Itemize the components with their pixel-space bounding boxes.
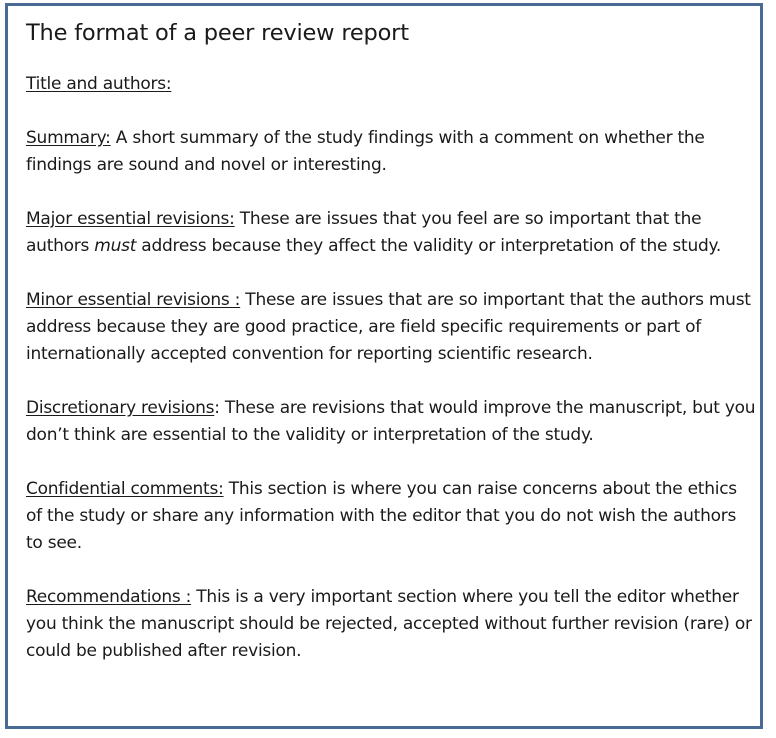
section-summary: [26, 125, 756, 179]
section-heading: Confidential comments:: [26, 479, 224, 499]
section-major-revisions: [26, 206, 756, 260]
section-heading: Discretionary revisions: [26, 398, 215, 418]
report-format-box: [5, 3, 763, 729]
section-recommendations: [26, 584, 756, 665]
section-title-and-authors: [26, 71, 756, 98]
section-text: These are issues that are so important that the authors must address because they are good practice, are field specific requirements or part of internationally accepted convention for reporting scientific research.: [26, 290, 751, 364]
section-discretionary-revisions: [26, 395, 756, 449]
section-text: These are issues that you feel are so important that the authors: [26, 209, 702, 256]
emphasis-text: must: [94, 236, 137, 256]
section-heading: Recommendations :: [26, 587, 192, 607]
section-text: A short summary of the study findings with a comment on whether the findings are sound and novel or interesting.: [26, 128, 705, 175]
section-heading: Major essential revisions:: [26, 209, 235, 229]
section-text: : These are revisions that would improve the manuscript, but you don’t think are essential to the validity or interpretation of the study.: [26, 398, 756, 445]
section-minor-revisions: [26, 287, 756, 368]
section-text: This section is where you can raise concerns about the ethics of the study or share any information with the editor that you do not wish the authors to see.: [26, 479, 737, 553]
section-confidential-comments: [26, 476, 756, 557]
section-heading: Minor essential revisions :: [26, 290, 241, 310]
document-title: The format of a peer review report: [26, 20, 409, 46]
section-text: This is a very important section where you tell the editor whether you think the manuscript should be rejected, accepted without further revision (rare) or could be published after revision.: [26, 587, 752, 661]
section-heading: Title and authors:: [26, 74, 172, 94]
report-format-content: [26, 18, 756, 665]
section-heading: Summary:: [26, 128, 111, 148]
section-text: address because they affect the validity or interpretation of the study.: [136, 236, 722, 256]
